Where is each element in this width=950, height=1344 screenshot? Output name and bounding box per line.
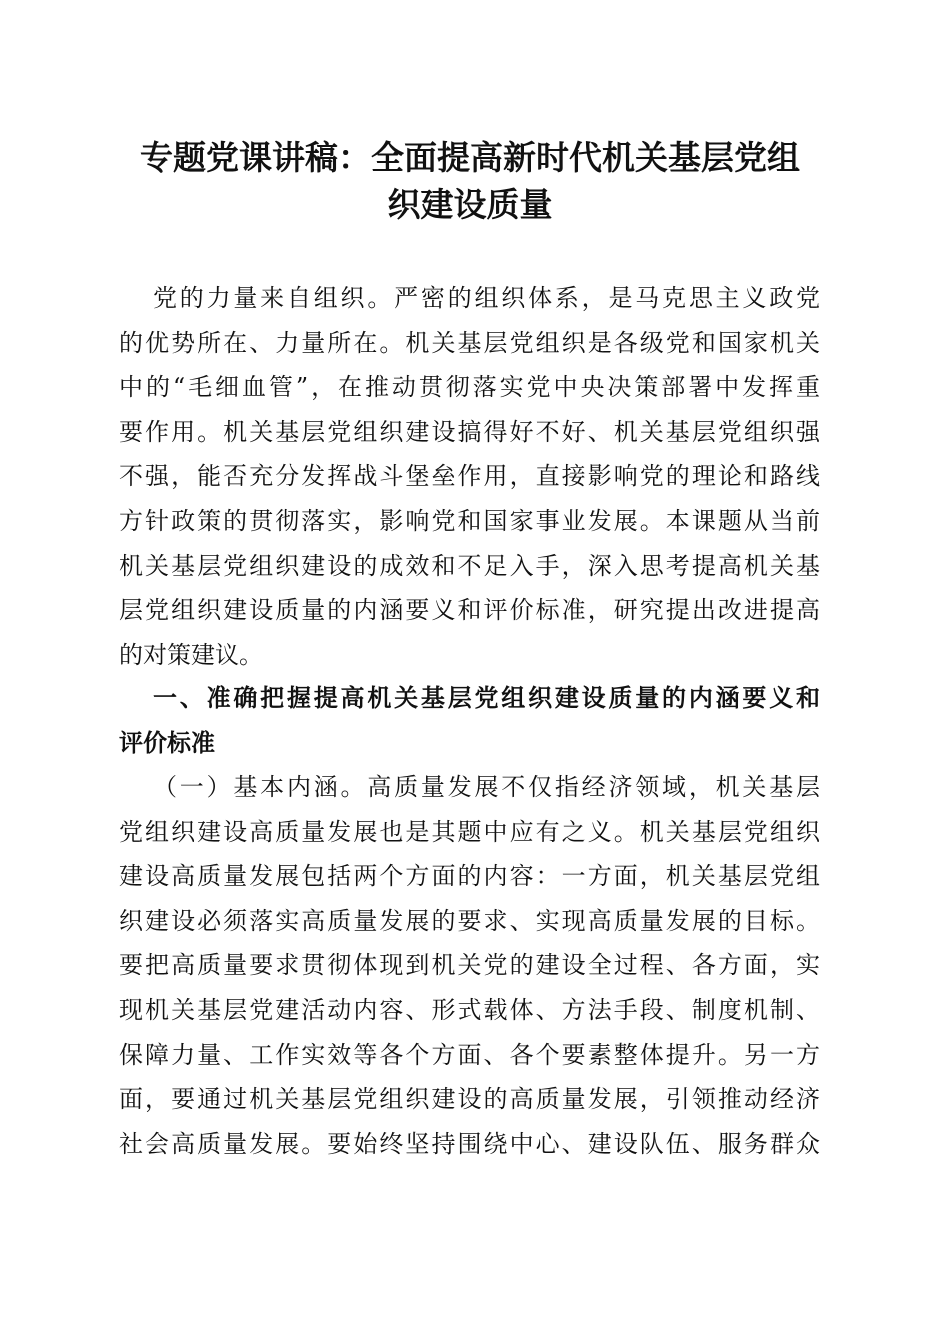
text-line: 的对策建议。: [119, 640, 263, 669]
text-line: （一）基本内涵。高质量发展不仅指经济领域，机关基层: [153, 773, 820, 801]
text-line: 面，要通过机关基层党组织建设的高质量发展，引领推动经济: [119, 1085, 820, 1114]
text-line: 织建设必须落实高质量发展的要求、实现高质量发展的目标。: [119, 906, 820, 935]
text-line: 的优势所在、力量所在。机关基层党组织是各级党和国家机关: [119, 328, 820, 357]
text-line: 层党组织建设质量的内涵要义和评价标准，研究提出改进提高: [119, 596, 820, 625]
intro-paragraph: [119, 276, 820, 677]
text-line: 社会高质量发展。要始终坚持围绕中心、建设队伍、服务群众: [119, 1129, 820, 1158]
title-line: 织建设质量: [387, 185, 553, 224]
text-line: 方针政策的贯彻落实，影响党和国家事业发展。本课题从当前: [119, 506, 820, 535]
text-line: 保障力量、工作实效等各个方面、各个要素整体提升。另一方: [119, 1040, 820, 1069]
document-title: [110, 134, 830, 228]
heading-line: 一、准确把握提高机关基层党组织建设质量的内涵要义和: [153, 684, 820, 712]
text-line: 党组织建设高质量发展也是其题中应有之义。机关基层党组织: [119, 817, 820, 846]
text-line: 要把高质量要求贯彻体现到机关党的建设全过程、各方面，实: [119, 951, 820, 980]
title-line: 专题党课讲稿：全面提高新时代机关基层党组: [140, 138, 800, 177]
heading-line: 评价标准: [119, 728, 215, 757]
text-line: 中的“毛细血管”，在推动贯彻落实党中央决策部署中发挥重: [119, 373, 820, 402]
text-line: 不强，能否充分发挥战斗堡垒作用，直接影响党的理论和路线: [119, 462, 820, 491]
text-line: 现机关基层党建活动内容、形式载体、方法手段、制度机制、: [119, 995, 820, 1024]
text-line: 党的力量来自组织。严密的组织体系，是马克思主义政党: [153, 284, 820, 312]
text-line: 建设高质量发展包括两个方面的内容：一方面，机关基层党组: [119, 862, 820, 891]
section-heading: [119, 676, 820, 765]
text-line: 要作用。机关基层党组织建设搞得好不好、机关基层党组织强: [119, 417, 820, 446]
text-line: 机关基层党组织建设的成效和不足入手，深入思考提高机关基: [119, 551, 820, 580]
section-paragraph: [119, 765, 820, 1166]
